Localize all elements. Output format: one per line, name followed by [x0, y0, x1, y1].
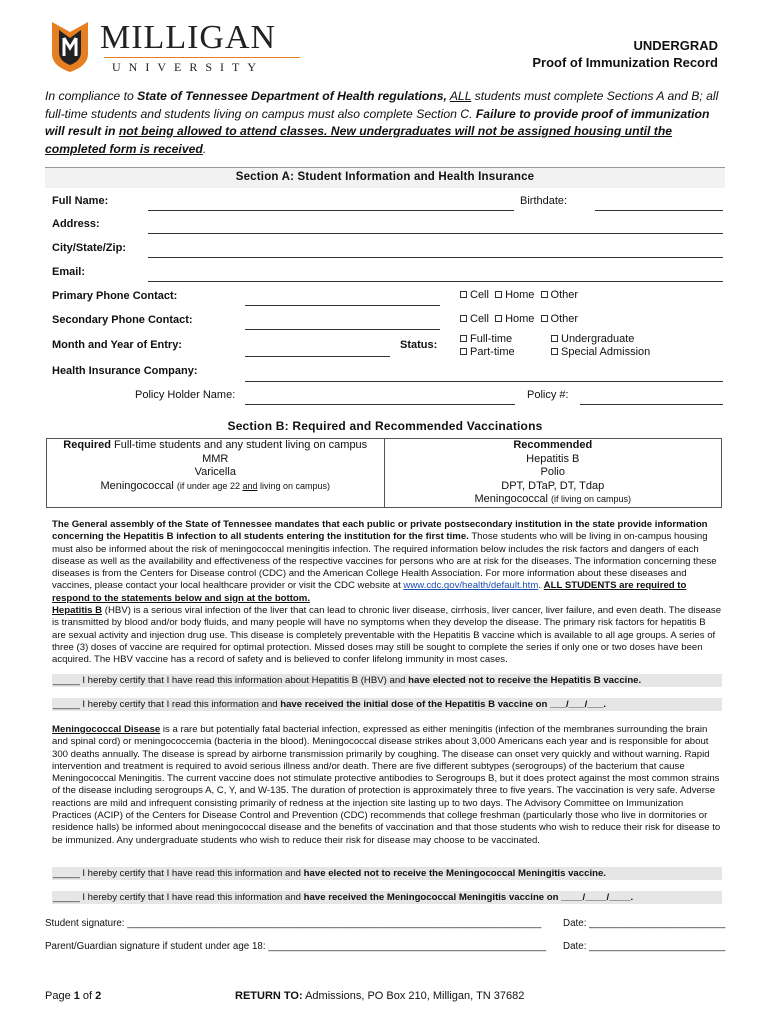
vaccination-table	[46, 438, 722, 508]
policy-number-label: Policy #:	[527, 389, 569, 401]
return-label: RETURN TO:	[235, 990, 303, 1002]
policy-number-field[interactable]	[580, 404, 723, 405]
required-mening-note: (if under age 22	[176, 480, 243, 491]
birthdate-label: Birthdate:	[520, 195, 568, 207]
required-item: Varicella	[194, 466, 236, 478]
status-options-2	[551, 333, 650, 359]
cert-mening-received	[52, 891, 722, 904]
cert-bold: have received the Meningococcal Meningitis vaccine on ____/____/____.	[303, 892, 634, 903]
address-label: Address:	[52, 218, 100, 230]
cert-bold: have received the initial dose of the Hepatitis B vaccine on ___/___/___.	[280, 699, 606, 710]
opt-full-time: Full-time	[470, 333, 513, 345]
checkbox-other[interactable]	[541, 315, 548, 322]
intro-all: ALL	[449, 89, 472, 103]
primary-phone-options	[460, 289, 578, 301]
title-line1: UNDERGRAD	[633, 38, 718, 53]
info-text-2: .	[538, 580, 544, 592]
info-text: Those students who will be living in on-campus housing must also be informed about the risk of meningococcal meningitis infection. The required information below includes the risk factors and dangers of each disease as well as the availability and effectiveness of the respective vaccines for persons who are at risk for the diseases. The information concerning these diseases is from the Centers for Disease control (CDC) and the American College Health Association. For more information about these diseases and vaccines, please contact your local healthcare provider or visit the CDC website at	[52, 531, 717, 592]
intro-bold-2: Failure to provide proof of immunization will result in	[45, 106, 710, 138]
return-address	[235, 990, 524, 1002]
section-b-title: Section B: Required and Recommended Vaccinations	[227, 419, 543, 433]
policy-holder-field[interactable]	[245, 404, 515, 405]
meningococcal-heading: Meningococcal Disease	[52, 724, 161, 735]
required-label: Required	[63, 439, 111, 451]
opt-other: Other	[550, 313, 579, 325]
hepatitis-heading: Hepatitis B	[52, 605, 103, 617]
student-date-line[interactable]: Date: _________________________	[563, 918, 726, 929]
full-name-field[interactable]	[148, 210, 514, 211]
section-a-title: Section A: Student Information and Health Insurance	[235, 171, 535, 183]
secondary-phone-label: Secondary Phone Contact:	[52, 314, 193, 326]
required-item	[51, 480, 380, 494]
email-label: Email:	[52, 266, 86, 278]
opt-part-time: Part-time	[470, 346, 515, 358]
required-desc: Full-time students and any student living on campus	[110, 439, 368, 451]
required-mening-note2: living on campus)	[257, 480, 331, 491]
cert-blank[interactable]: _____	[53, 868, 80, 879]
checkbox-cell[interactable]	[460, 315, 467, 322]
required-header	[51, 439, 380, 453]
checkbox-undergraduate[interactable]	[551, 335, 558, 342]
cert-text: I hereby certify that I read this information and	[79, 699, 281, 710]
hepatitis-text: (HBV) is a serious viral infection of the liver that can lead to chronic liver disease, cirrhosis, liver cancer, liver failure, and even death. The disease is transmitted by blood and/or body fluids, and many people will have no symptoms when they develop the disease. The primary risk factors for hepatitis B are sexual activity and injection drug use. This disease is completely preventable with the Hepatitis B vaccine which is available to all age groups. A series of three (3) doses of vaccine are required for optimal protection. Missed doses may still be sought to complete the series if only one or two doses have been acquired. The HBV vaccine has a record of safety and is believed to confer lifelong immunity in most cases.	[52, 605, 722, 666]
meningococcal-paragraph	[52, 724, 722, 847]
checkbox-home[interactable]	[495, 291, 502, 298]
cert-blank[interactable]: _____	[53, 675, 80, 686]
intro-text-3: .	[202, 141, 207, 156]
milligan-logo	[50, 18, 280, 76]
checkbox-part-time[interactable]	[460, 348, 467, 355]
intro-paragraph	[45, 88, 725, 158]
address-field[interactable]	[148, 233, 723, 234]
recommended-item: Polio	[540, 466, 565, 478]
info-all-students: ALL STUDENTS are required to respond to the statements below and sign at the bottom.	[52, 580, 687, 604]
recommended-mening: Meningococcal	[474, 493, 551, 505]
parent-date-line[interactable]: Date: _________________________	[563, 941, 726, 952]
cert-text: I hereby certify that I have read this information and	[79, 868, 304, 879]
opt-cell: Cell	[470, 313, 489, 325]
student-signature-line[interactable]: Student signature: ____________________________________________________________________________	[45, 918, 542, 929]
logo-rule	[104, 57, 300, 58]
primary-phone-label: Primary Phone Contact:	[52, 290, 178, 302]
required-mening: Meningococcal	[100, 479, 177, 492]
status-label: Status:	[400, 339, 438, 351]
cert-bold: have elected not to receive the Meningococcal Meningitis vaccine.	[303, 868, 606, 879]
cdc-link[interactable]: www.cdc.gov/health/default.htm	[403, 580, 539, 592]
birthdate-field[interactable]	[595, 210, 723, 211]
cert-blank[interactable]: _____	[53, 699, 80, 710]
insurance-field[interactable]	[245, 381, 723, 382]
full-name-label: Full Name:	[52, 195, 109, 207]
opt-other: Other	[550, 289, 579, 301]
secondary-phone-field[interactable]	[245, 329, 440, 330]
cert-bold: have elected not to receive the Hepatitis B vaccine.	[408, 675, 642, 686]
info-bold: The General assembly of the State of Tennessee mandates that each public or private postsecondary institution in the state provide information concerning the Hepatitis B infection to all students entering the institution for the first time.	[52, 519, 708, 543]
email-field[interactable]	[148, 281, 723, 282]
opt-undergraduate: Undergraduate	[561, 333, 635, 345]
checkbox-cell[interactable]	[460, 291, 467, 298]
meningococcal-text: is a rare but potentially fatal bacterial infection, expressed as either meningitis (infection of the membranes surrounding the brain and spinal cord) or meningococcemia (bacteria in the blood). Meningococcal disease strikes about 3,000 Americans each year and is responsible for about 300 deaths annually. The disease is spread by airborne transmission primarily by coughing. The disease can onset very quickly and without warning. Rapid intervention and treatment is required to avoid serious illness and/or death. There are five different subtypes (serogroups) of the bacterium that cause Meningococcal Meningitis. The current vaccine does not stimulate protective antibodies to Serogroups B, but it does protect against the most common strains of the disease including serogroups A, C, Y, and W-135. The duration of protection is approximately three to five years. The vaccination is very safe. Adverse reactions are mild and infrequent consisting primarily of redness at the injection site lasting up to two days. The Advisory Committee on Immunization Practices (ACIP) of the Centers for Disease Control and Prevention (CDC) recommends that college freshman (particularly those who live in dormitories or residence halls) be informed about meningococcal disease and the benefits of vaccination and that those students who wish to reduce their risk for disease to be immunized. Any undergraduate students who wish to reduce their risk for disease may choose to be vaccinated.	[52, 724, 721, 846]
cert-hep-received	[52, 698, 722, 711]
city-label: City/State/Zip:	[52, 242, 126, 254]
parent-signature-line[interactable]: Parent/Guardian signature if student under age 18: ___________________________________________________	[45, 941, 547, 952]
primary-phone-field[interactable]	[245, 305, 440, 306]
intro-text-2: students must complete Sections A and B; all full-time students and students living on campus must also complete Section C.	[45, 89, 719, 121]
checkbox-special-admission[interactable]	[551, 348, 558, 355]
recommended-item	[389, 493, 718, 507]
logo-university: UNIVERSITY	[112, 60, 264, 74]
document-title	[532, 37, 718, 71]
cert-mening-declined	[52, 867, 722, 880]
city-field[interactable]	[148, 257, 723, 258]
page-total: 2	[95, 990, 102, 1002]
required-item: MMR	[202, 452, 229, 465]
recommended-item: DPT, DTaP, DT, Tdap	[501, 479, 605, 492]
page-number	[45, 990, 101, 1002]
opt-home: Home	[505, 289, 535, 301]
intro-text-1: In compliance to	[45, 89, 138, 103]
page-num: 1	[73, 990, 80, 1002]
required-mening-and: and	[242, 480, 258, 491]
opt-home: Home	[505, 313, 535, 325]
opt-cell: Cell	[470, 289, 489, 301]
intro-bold-3: not being allowed to attend classes. New undergraduates will not be assigned housing until the completed form is received	[45, 124, 673, 156]
opt-special-admission: Special Admission	[561, 346, 651, 358]
cert-blank[interactable]: _____	[53, 892, 80, 903]
return-addr: Admissions, PO Box 210, Milligan, TN 37682	[302, 990, 525, 1002]
info-paragraph	[52, 519, 722, 667]
entry-field[interactable]	[245, 356, 390, 357]
checkbox-full-time[interactable]	[460, 335, 467, 342]
page-word: Page	[45, 990, 74, 1002]
intro-bold-1: State of Tennessee Department of Health regulations,	[137, 89, 447, 103]
status-options-1	[460, 333, 515, 359]
secondary-phone-options	[460, 313, 578, 325]
required-column	[47, 439, 385, 508]
cert-text: I hereby certify that I have read this information about Hepatitis B (HBV) and	[79, 675, 409, 686]
of-word: of	[79, 990, 96, 1002]
cert-hep-declined	[52, 674, 722, 687]
checkbox-other[interactable]	[541, 291, 548, 298]
title-line2: Proof of Immunization Record	[532, 55, 718, 70]
recommended-item: Hepatitis B	[526, 452, 580, 465]
recommended-column	[384, 439, 722, 508]
shield-logo-icon	[50, 20, 90, 74]
recommended-header: Recommended	[513, 439, 593, 451]
entry-label: Month and Year of Entry:	[52, 339, 182, 351]
checkbox-home[interactable]	[495, 315, 502, 322]
policy-holder-label: Policy Holder Name:	[135, 389, 236, 401]
logo-brand: MILLIGAN	[100, 19, 277, 56]
cert-text: I hereby certify that I have read this information and	[79, 892, 304, 903]
recommended-mening-note: (if living on campus)	[550, 494, 631, 504]
insurance-label: Health Insurance Company:	[52, 365, 198, 377]
